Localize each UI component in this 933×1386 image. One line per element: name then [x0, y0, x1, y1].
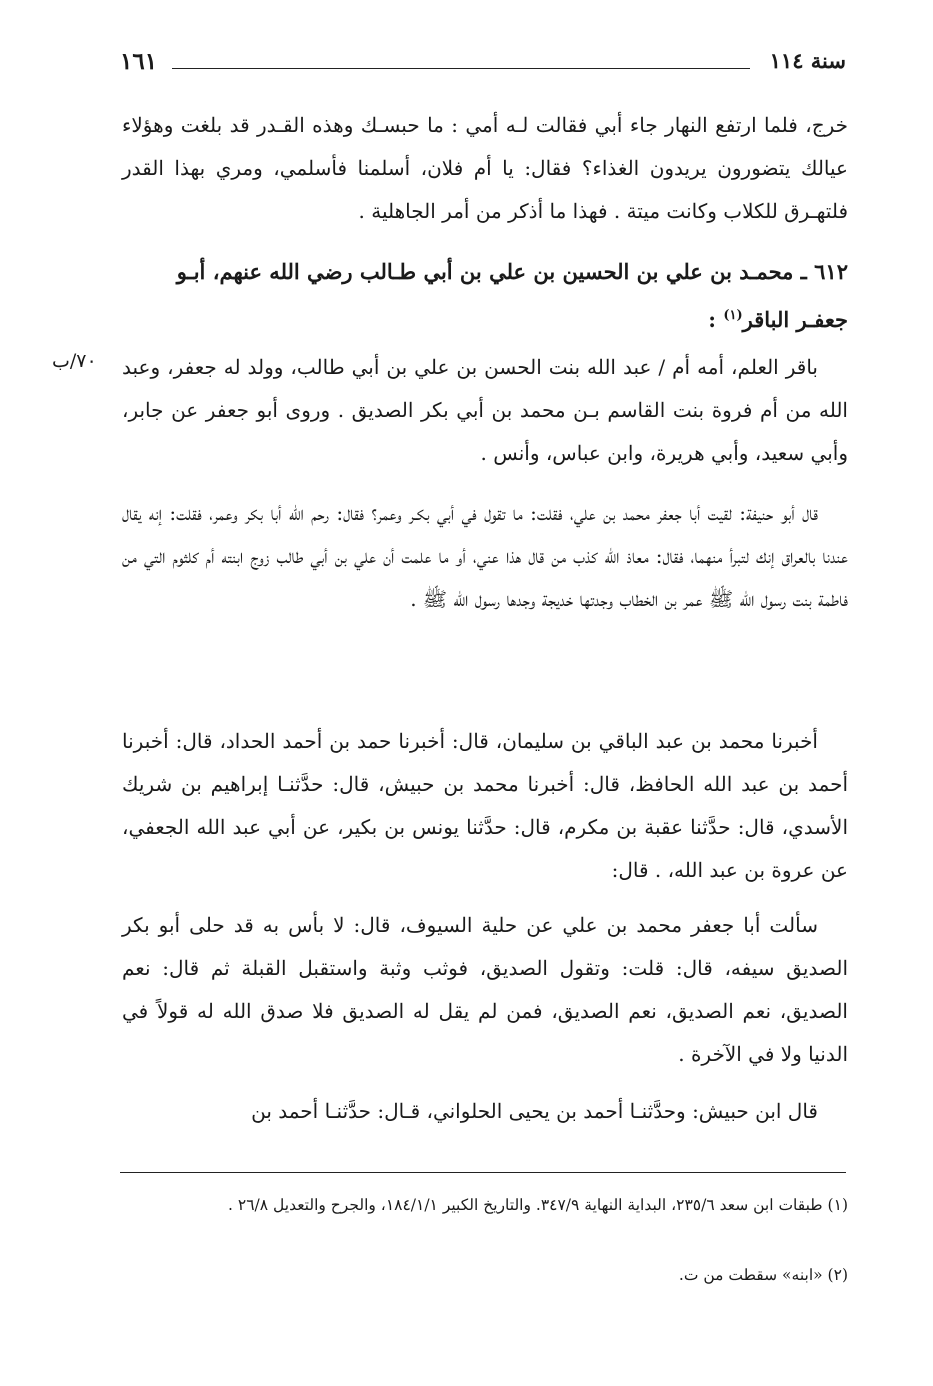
paragraph-1: خرج، فلما ارتفع النهار جاء أبي فقالت لـه أمي : ما حبسـك وهذه القـدر قد بلغت وهؤلاء عيالك يتضورون يريدون الغذاء؟ فقال: يا أم فلان، أسلمنا فأسلمي، ومري بهذا القدر فلتهـرق للكلاب وكانت ميتة . فهذا ما أذكر من أمر الجاهلية . — [122, 113, 848, 223]
entry-title — [122, 250, 848, 342]
paragraph-5: سألت أبا جعفر محمد بن علي عن حلية السيوف، قال: لا بأس به قد حلى أبو بكر الصديق سيفه، قال: قلت: وتقول الصديق، فوثب وثبة واستقبل القبلة ثم قال: نعم الصديق، نعم الصديق، نعم الصديق، فمن لم يقل له الصديق فلا صدق الله له قولاً في الدنيا ولا في الآخرة . — [122, 913, 848, 1066]
footnote-ref-1: (١) — [723, 308, 743, 323]
running-title: سنة ١١٤ — [769, 48, 846, 73]
header-rule — [172, 68, 750, 69]
paragraph-4: أخبرنا محمد بن عبد الباقي بن سليمان، قال: أخبرنا حمد بن أحمد الحداد، قال: أخبرنا أحمد بن عبد الله الحافظ، قال: أخبرنا محمد بن حبيش، قال: حدَّثنـا إبراهيم بن شريك الأسدي، قال: حدَّثنا عقبة بن مكرم، قال: حدَّثنا يونس بن بكير، عن أبي عبد الله الجعفي، عن عروة بن عبد الله، . قال: — [122, 729, 848, 882]
paragraph-3: قال أبو حنيفة: لقيت أبا جعفر محمد بن علي، فقلت: ما تقول في أبي بكـر وعمر؟ فقال: رحم الله أبا بكر وعمر، فقلت: إنه يقال عندنا بالعراق إنك لتبرأ منهما، فقال: معاذ الله كذب من قال هذا عني، أو ما علمت أن علي بن أبي طالب زوج ابنته أم كلثوم التي من فاطمة بنت رسول الله ﷺ عمر بن الخطاب وجدتها خديجة وجدها رسول الله ﷺ . — [122, 501, 848, 611]
paragraph-2: باقر العلم، أمه أم / عبد الله بنت الحسن بن علي بن أبي طالب، وولد له جعفر، وعبد الله من أم فروة بنت القاسم بـن محمد بن أبي بكر الصديق . وروى أبو جعفر عن جابر، وأبي سعيد، وأبي هريرة، وابن عباس، وأنس . — [122, 355, 848, 465]
manuscript-folio-note: ٧٠/ب — [52, 350, 97, 372]
page-number: ١٦١ — [120, 48, 158, 75]
footnote-rule — [120, 1172, 846, 1173]
entry-title-colon: : — [708, 307, 716, 332]
footnote-2: (٢) «ابنه» سقطت من ت. — [678, 1266, 848, 1284]
footnote-1: (١) طبقات ابن سعد ٢٣٥/٦، البداية النهاية ٣٤٧/٩. والتاريخ الكبير ١٨٤/١/١، والجرح والتعديل ٢٦/٨ . — [228, 1196, 848, 1214]
page-header — [120, 48, 846, 88]
paragraph-6: قال ابن حبيش: وحدَّثنـا أحمد بن يحيى الحلواني، قـال: حدَّثنـا أحمد بن — [251, 1099, 818, 1123]
entry-title-text: ٦١٢ ـ محمـد بن علي بن الحسين بن علي بن أبي طـالب رضي الله عنهم، أبـو جعفـر الباقر — [176, 259, 848, 332]
